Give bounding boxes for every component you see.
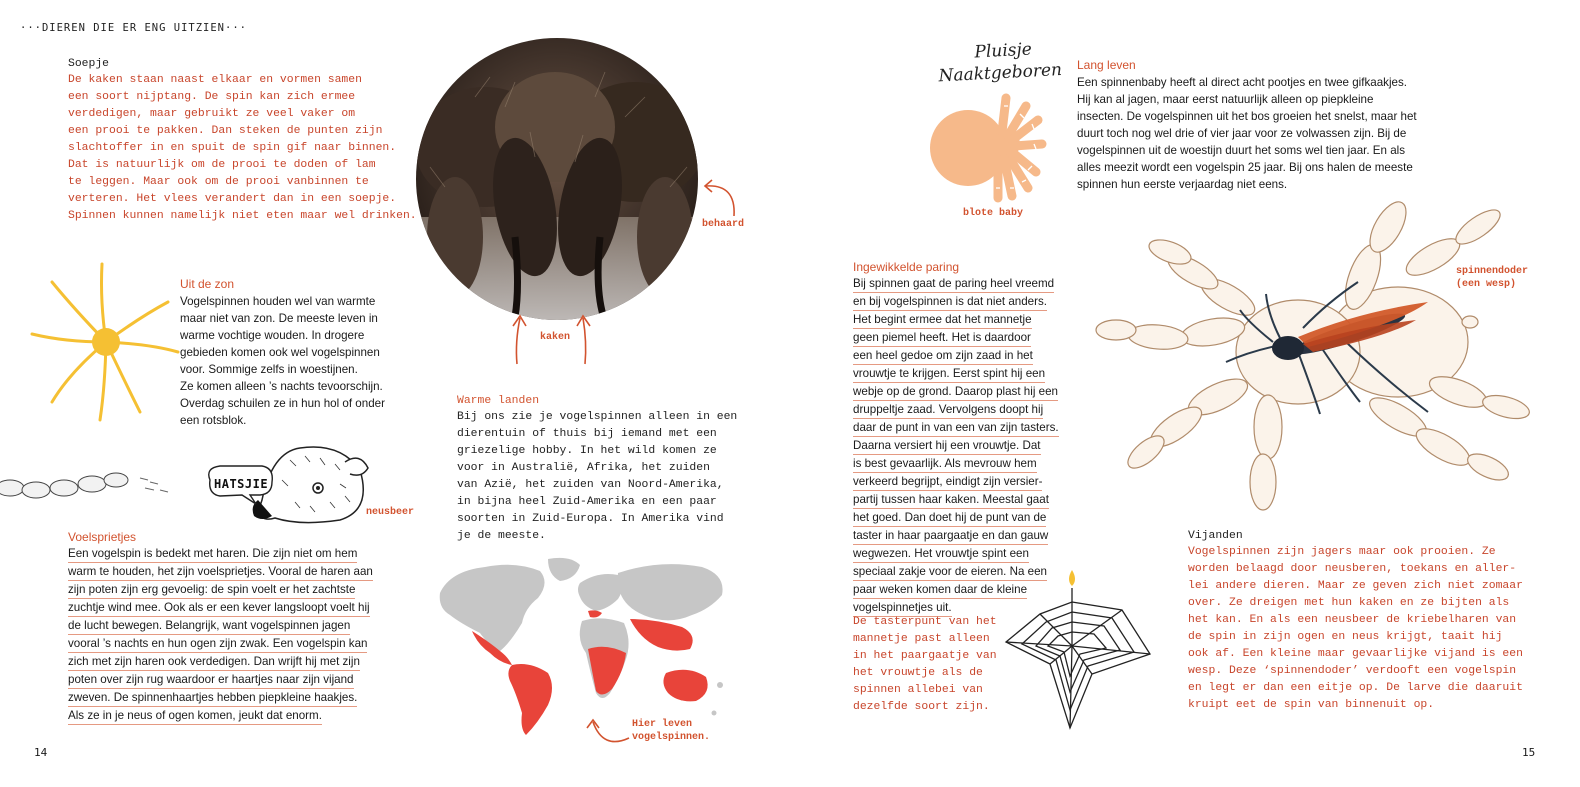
uit-de-zon-section bbox=[180, 277, 385, 429]
paring-line: daar de punt in van een van zijn tasters. bbox=[853, 420, 1059, 437]
tasterpunt-line: in het paargaatje van bbox=[853, 650, 997, 662]
paring-line: geen piemel heeft. Het is daardoor bbox=[853, 330, 1031, 347]
warme-landen-line: soorten in Zuid-Europa. In Amerika vind bbox=[457, 513, 724, 525]
vijanden-line: kruipt eet de spin van binnenuit op. bbox=[1188, 699, 1435, 711]
paring-line: vrouwtje te krijgen. Eerst spint hij een bbox=[853, 366, 1045, 383]
ingewikkelde-paring-title: Ingewikkelde paring bbox=[853, 260, 960, 274]
pluisje-line1: Pluisje bbox=[974, 39, 1033, 63]
paring-line: een heel gedoe om zijn zaad in het bbox=[853, 348, 1033, 365]
lang-leven-line: Een spinnenbaby heeft al direct acht pootjes en twee gifkaakjes. bbox=[1077, 76, 1407, 89]
tasterpunt-line: De tasterpunt van het bbox=[853, 616, 997, 628]
map-caption-line2: vogelspinnen. bbox=[632, 732, 711, 743]
voelsprietjes-line: vooral ’s nachts en hun ogen zijn zwak. Een vogelspin kan bbox=[68, 636, 367, 653]
lang-leven-line: duurt toch nog wel drie of vier jaar voor ze volwassen zijn. Bij de bbox=[1077, 127, 1407, 140]
soepje-line: een prooi te pakken. Dan steken de punten zijn bbox=[68, 125, 383, 137]
spider-web-illustration bbox=[1000, 562, 1160, 732]
warme-landen-line: van Azië, het zuiden van Noord-Amerika, bbox=[457, 479, 724, 491]
vijanden-line: het kan. En als een neusbeer de kriebelharen van bbox=[1188, 614, 1517, 626]
soepje-line: Dat is natuurlijk om de prooi te doden of lam bbox=[68, 159, 376, 171]
soepje-line: verdedigen, maar gebruikt ze veel vaker om bbox=[68, 108, 356, 120]
voelsprietjes-title: Voelsprietjes bbox=[68, 530, 137, 544]
tasterpunt-line: het vrouwtje als de bbox=[853, 667, 983, 679]
map-caption bbox=[632, 718, 710, 744]
soepje-line: te leggen. Maar ook om de prooi vanbinnen te bbox=[68, 176, 369, 188]
warme-landen-line: in bijna heel Zuid-Amerika en een paar bbox=[457, 496, 717, 508]
vijanden-line: over. Ze dreigen met hun kaken en ze bijten als bbox=[1188, 597, 1510, 609]
sun-illustration bbox=[30, 262, 180, 422]
map-arrow bbox=[585, 716, 633, 748]
hatsjie-text: HATSJIE bbox=[214, 477, 269, 491]
blote-baby-caption: blote baby bbox=[963, 208, 1024, 219]
voelsprietjes-line: de lucht bewegen. Belangrijk, want vogelspinnen jagen bbox=[68, 618, 350, 635]
voelsprietjes-line: zijn poten zijn erg gevoelig: de spin voelt er het zachtste bbox=[68, 582, 355, 599]
paring-line: het goed. Dan doet hij de punt van de bbox=[853, 510, 1046, 527]
paring-line: Bij spinnen gaat de paring heel vreemd bbox=[853, 276, 1054, 293]
voelsprietjes-section bbox=[68, 530, 373, 726]
lang-leven-line: insecten. De vogelspinnen uit het bos groeien het snelst, maar het bbox=[1077, 110, 1417, 123]
uit-de-zon-line: voor. Sommige zelfs in woestijnen. bbox=[180, 363, 358, 376]
spinnendoder-caption bbox=[1456, 265, 1528, 291]
vijanden-title: Vijanden bbox=[1188, 530, 1243, 542]
paring-line: Daarna versiert hij een vrouwtje. Dat bbox=[853, 438, 1041, 455]
paring-line: Het begint ermee dat het mannetje bbox=[853, 312, 1032, 329]
vijanden-body bbox=[1188, 544, 1523, 714]
uit-de-zon-body bbox=[180, 293, 385, 429]
page-number-right: 15 bbox=[1522, 746, 1536, 759]
uit-de-zon-line: Overdag schuilen ze in hun hol of onder bbox=[180, 397, 385, 410]
warme-landen-line: griezelige hobby. In het wild komen ze bbox=[457, 445, 717, 457]
lang-leven-line: vogelspinnen uit de woestijn duurt het soms wel tien jaar. En als bbox=[1077, 144, 1406, 157]
uit-de-zon-title: Uit de zon bbox=[180, 277, 235, 291]
voelsprietjes-body bbox=[68, 546, 373, 726]
pluisje-handwritten bbox=[938, 37, 1063, 87]
voelsprietjes-line: Als ze in je neus of ogen komen, jeukt dat enorm. bbox=[68, 708, 322, 725]
uit-de-zon-line: warme vochtige wouden. In drogere bbox=[180, 329, 365, 342]
paring-line: speciaal zakje voor de eieren. Na een bbox=[853, 564, 1047, 581]
pluisje-line2: Naaktgeboren bbox=[938, 59, 1063, 87]
soepje-line: een soort nijptang. De spin kan zich ermee bbox=[68, 91, 356, 103]
behaard-arrow bbox=[700, 172, 740, 220]
lang-leven-section bbox=[1077, 58, 1417, 193]
page-number-left: 14 bbox=[34, 746, 48, 759]
map-caption-line1: Hier leven bbox=[632, 719, 693, 730]
behaard-caption: behaard bbox=[702, 219, 745, 230]
warme-landen-line: dierentuin of thuis bij iemand met een bbox=[457, 428, 717, 440]
soepje-line: verteren. Het vlees verandert dan in een soepje. bbox=[68, 193, 397, 205]
kaken-caption: kaken bbox=[540, 332, 571, 343]
vijanden-line: wesp. Deze ‘spinnendoder’ verdooft een vogelspin bbox=[1188, 665, 1517, 677]
spider-baby-illustration bbox=[928, 92, 1048, 202]
uit-de-zon-line: Ze komen alleen ’s nachts tevoorschijn. bbox=[180, 380, 383, 393]
tasterpunt-line: dezelfde soort zijn. bbox=[853, 701, 990, 713]
lang-leven-line: spinnen hun eerste verjaardag niet eens. bbox=[1077, 178, 1288, 191]
paring-line: vogelspinnetjes uit. bbox=[853, 600, 952, 617]
tasterpunt-line: mannetje past alleen bbox=[853, 633, 990, 645]
paring-line: druppeltje zaad. Vervolgens doopt hij bbox=[853, 402, 1043, 419]
soepje-body bbox=[68, 72, 417, 225]
vijanden-line: worden belaagd door neusberen, toekans en aller- bbox=[1188, 563, 1517, 575]
coati-illustration bbox=[0, 440, 380, 530]
vijanden-line: ook af. Een kleine maar gevaarlijke vijand is een bbox=[1188, 648, 1523, 660]
warme-landen-title: Warme landen bbox=[457, 395, 540, 407]
spinnendoder-line2: (een wesp) bbox=[1456, 279, 1517, 290]
uit-de-zon-line: een rotsblok. bbox=[180, 414, 247, 427]
section-header: ···DIEREN DIE ER ENG UITZIEN··· bbox=[20, 22, 247, 34]
tasterpunt-body bbox=[853, 614, 997, 716]
warme-landen-line: voor in Australië, Afrika, het zuiden bbox=[457, 462, 710, 474]
vijanden-line: de spin in zijn ogen en neus krijgt, taait hij bbox=[1188, 631, 1503, 643]
soepje-line: Spinnen kunnen namelijk niet eten maar wel drinken. bbox=[68, 210, 417, 222]
voelsprietjes-line: Een vogelspin is bedekt met haren. Die zijn niet om hem bbox=[68, 546, 357, 563]
uit-de-zon-line: gebieden komen ook wel vogelspinnen bbox=[180, 346, 380, 359]
voelsprietjes-line: zuchtje wind mee. Ook als er een kever langsloopt voelt hij bbox=[68, 600, 370, 617]
tasterpunt-section bbox=[853, 614, 997, 716]
paring-line: en bij vogelspinnen is dat niet anders. bbox=[853, 294, 1047, 311]
warme-landen-line: je de meeste. bbox=[457, 530, 546, 542]
soepje-line: De kaken staan naast elkaar en vormen samen bbox=[68, 74, 362, 86]
world-map bbox=[430, 553, 730, 738]
paring-line: webje op de grond. Daarop plast hij een bbox=[853, 384, 1058, 401]
tasterpunt-line: spinnen allebei van bbox=[853, 684, 983, 696]
vijanden-line: en legt er dan een eitje op. De larve die daaruit bbox=[1188, 682, 1523, 694]
paring-line: wegwezen. Het vrouwtje spint een bbox=[853, 546, 1029, 563]
lang-leven-line: Hij kan al jagen, maar eerst natuurlijk alleen op piepkleine bbox=[1077, 93, 1374, 106]
voelsprietjes-line: warm te houden, het zijn voelsprietjes. Vooral de haren aan bbox=[68, 564, 373, 581]
paring-line: verkeerd begrijpt, eindigt zijn versier- bbox=[853, 474, 1042, 491]
vijanden-line: lei andere dieren. Maar ze geven zich niet zomaar bbox=[1188, 580, 1523, 592]
warme-landen-body bbox=[457, 409, 737, 545]
uit-de-zon-line: maar niet van zon. De meeste leven in bbox=[180, 312, 378, 325]
neusbeer-caption: neusbeer bbox=[366, 507, 415, 518]
lang-leven-line: alles meezit wordt een vogelspin 25 jaar. Bij ons halen de meeste bbox=[1077, 161, 1413, 174]
spider-closeup-photo bbox=[415, 37, 699, 321]
spinnendoder-line1: spinnendoder bbox=[1456, 266, 1529, 277]
paring-line: partij tussen haar kaken. Meestal gaat bbox=[853, 492, 1049, 509]
soepje-line: slachtoffer in en spuit de spin gif naar binnen. bbox=[68, 142, 397, 154]
vijanden-section bbox=[1188, 530, 1523, 714]
soepje-title: Soepje bbox=[68, 58, 110, 70]
tarantula-illustration bbox=[1098, 202, 1538, 522]
voelsprietjes-line: zweven. De spinnenhaartjes hebben piepkleine haakjes. bbox=[68, 690, 357, 707]
lang-leven-title: Lang leven bbox=[1077, 58, 1136, 72]
paring-line: paar weken komen daar de kleine bbox=[853, 582, 1027, 599]
paring-line: taster in haar paargaatje en dan gauw bbox=[853, 528, 1048, 545]
voelsprietjes-line: poten over zijn rug waardoor er haartjes naar zijn vijand bbox=[68, 672, 354, 689]
warme-landen-section bbox=[457, 395, 737, 545]
voelsprietjes-line: zich met zijn haren ook verdedigen. Dan wrijft hij met zijn bbox=[68, 654, 360, 671]
vijanden-line: Vogelspinnen zijn jagers maar ook prooien. Ze bbox=[1188, 546, 1496, 558]
uit-de-zon-line: Vogelspinnen houden wel van warmte bbox=[180, 295, 376, 308]
lang-leven-body bbox=[1077, 74, 1417, 193]
soepje-section bbox=[68, 58, 417, 225]
warme-landen-line: Bij ons zie je vogelspinnen alleen in een bbox=[457, 411, 738, 423]
paring-line: is best gevaarlijk. Als mevrouw hem bbox=[853, 456, 1037, 473]
